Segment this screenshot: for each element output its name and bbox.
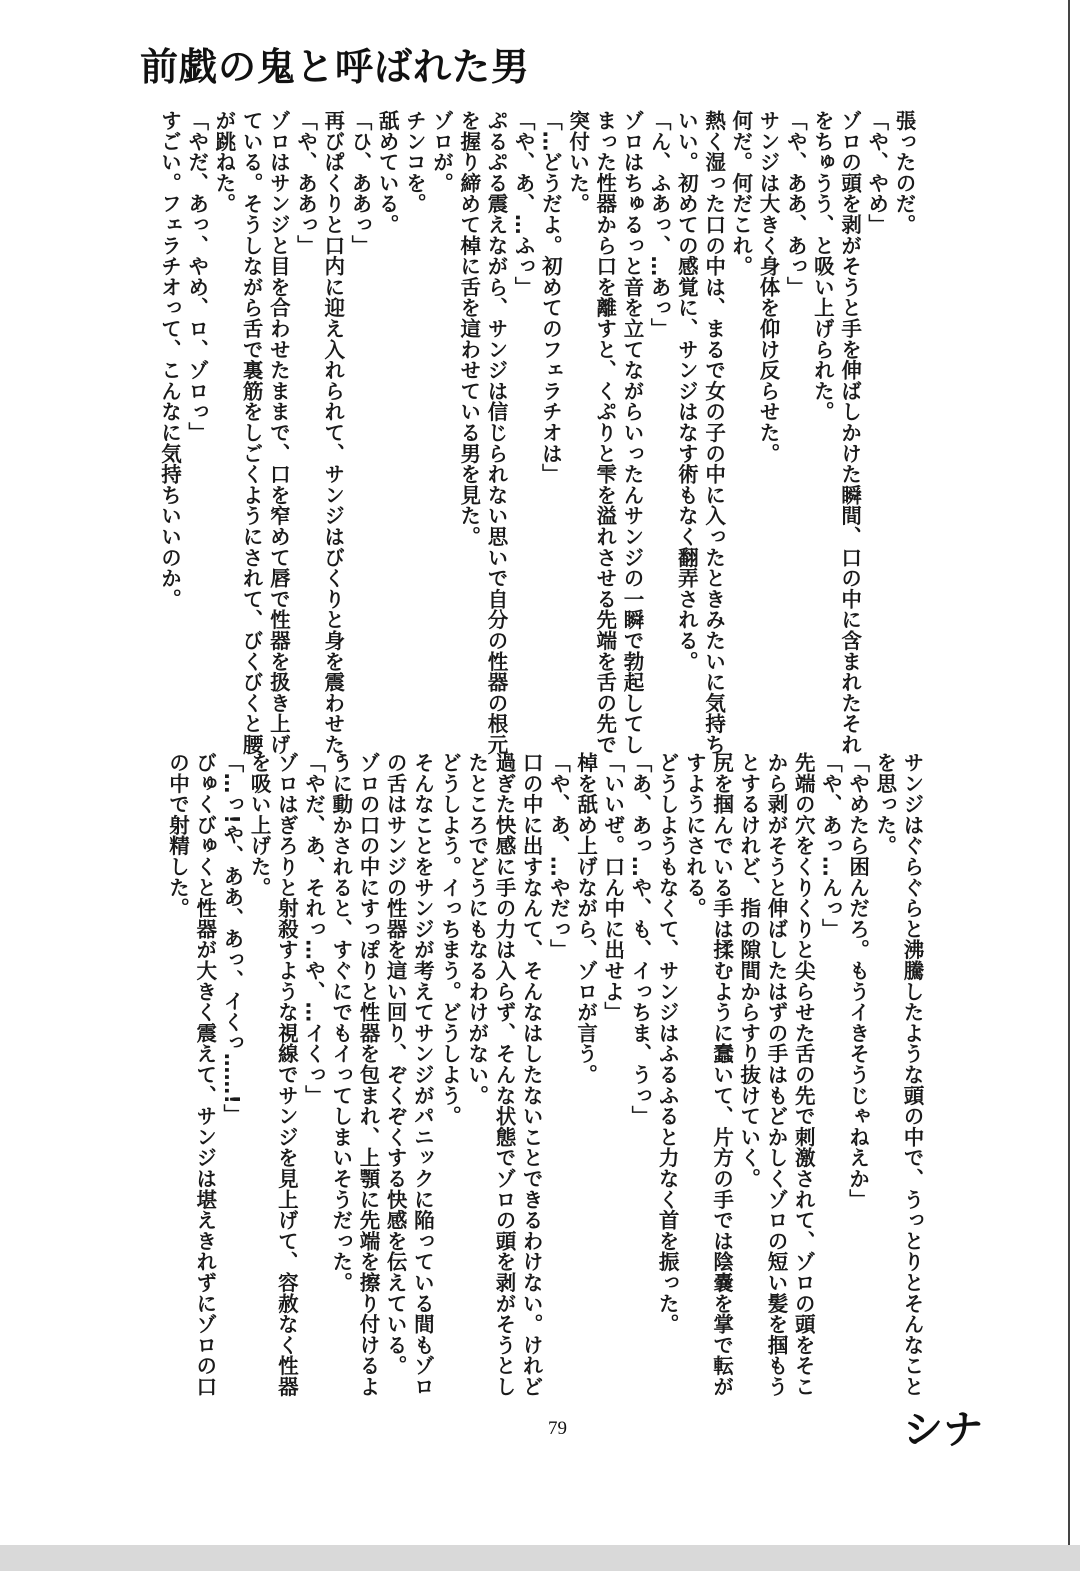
author-name: シナ — [903, 1407, 983, 1453]
bottom-text-block — [163, 752, 925, 1412]
text-column: から剥がそうと伸ばしたはずの手はもどかしくゾロの短い髪を掴もう — [763, 752, 788, 1397]
top-text-block — [155, 110, 917, 776]
text-column: 「や、ああっ」 — [293, 110, 318, 256]
text-column: いい。初めての感覚に、サンジはなす術もなく翻弄される。 — [674, 110, 699, 672]
text-column: ゾロはサンジと目を合わせたままで、口を窄めて唇で性器を扱き上げ — [266, 110, 291, 755]
text-column: ている。そうしながら舌で裏筋をしごくようにされて、びくびくと腰 — [239, 110, 264, 755]
text-column: 「ひ、ああっ」 — [347, 110, 372, 256]
text-column: 舐めている。 — [375, 110, 400, 235]
text-column: 尻を掴んでいる手は揉むように蠢いて、片方の手では陰嚢を掌で転が — [709, 752, 734, 1397]
text-column: が跳ねた。 — [211, 110, 236, 214]
text-column: すようにされる。 — [682, 752, 707, 919]
story-title: 前戯の鬼と呼ばれた男 — [140, 45, 531, 89]
text-column: びゅくびゅくと性器が大きく震えて、サンジは堪えきれずにゾロの口 — [192, 752, 217, 1397]
text-column: 「や、あ、…ふっ」 — [511, 110, 536, 298]
text-column: の中で射精した。 — [165, 752, 190, 919]
text-column: うに動かされると、すぐにでもイってしまいそうだった。 — [328, 752, 353, 1293]
text-column: 過ぎた快感に手の力は入らず、そんな状態でゾロの頭を剥がそうとし — [491, 752, 516, 1397]
page-number: 79 — [548, 1418, 567, 1439]
text-column: 「や、ああ、あっ」 — [783, 110, 808, 298]
text-column: 「や、やめ」 — [864, 110, 889, 235]
text-column: サンジは大きく身体を仰け反らせた。 — [755, 110, 780, 464]
text-column: を思った。 — [872, 752, 897, 856]
text-column: ゾロはぎろりと射殺すような視線でサンジを見上げて、容赦なく性器 — [274, 752, 299, 1397]
text-column: ゾロはちゅるっと音を立てながらいったんサンジの一瞬で勃起してし — [619, 110, 644, 755]
text-column: 「…っ!や、ああ、あっ、イくっ……!」 — [219, 752, 244, 1125]
text-column: ゾロが。 — [429, 110, 454, 194]
scan-bottom-margin — [0, 1545, 1080, 1571]
text-column: まった性器から口を離すと、くぷりと雫を溢れさせる先端を舌の先で — [592, 110, 617, 755]
text-column: チンコを。 — [402, 110, 427, 214]
text-column: とするけれど、指の隙間からすり抜けていく。 — [736, 752, 761, 1189]
text-column: 熱く湿った口の中は、まるで女の子の中に入ったときみたいに気持ち — [701, 110, 726, 755]
text-column: をちゅうう、と吸い上げられた。 — [810, 110, 835, 422]
text-column: を吸い上げた。 — [247, 752, 272, 898]
text-column: 張ったのだ。 — [892, 110, 916, 235]
text-column: たところでどうにもなるわけがない。 — [464, 752, 489, 1106]
text-column: 口の中に出すなんて、そんなはしたないことできるわけない。けれど — [519, 752, 544, 1397]
text-column: すごい。フェラチオって、こんなに気持ちいいのか。 — [157, 110, 182, 610]
text-column: どうしよう。イっちまう。どうしよう。 — [437, 752, 462, 1127]
text-column: 「や、あっ…んっ」 — [818, 752, 843, 940]
text-column: 突付いた。 — [565, 110, 590, 214]
text-column: 棹を舐め上げながら、ゾロが言う。 — [573, 752, 598, 1085]
text-column: 「あ、あっ…や、も、イっちま、うっ」 — [627, 752, 652, 1127]
text-column: 何だ。何だこれ。 — [728, 110, 753, 277]
text-column: を握り締めて棹に舌を這わせている男を見た。 — [456, 110, 481, 547]
text-column: 「…どうだよ。初めてのフェラチオは」 — [538, 110, 563, 485]
text-column: 「や、あ、…やだっ」 — [546, 752, 571, 960]
text-column: の舌はサンジの性器を這い回り、ぞくぞくする快感を伝えている。 — [383, 752, 408, 1376]
text-column: 「ん、ふあっ、…あっ」 — [647, 110, 672, 339]
text-column: 「やだ、あ、それっ…や、…イくっ」 — [301, 752, 326, 1106]
text-column: ぷるぷる震えながら、サンジは信じられない思いで自分の性器の根元 — [483, 110, 508, 755]
text-column: 先端の穴をくりくりと尖らせた舌の先で刺激されて、ゾロの頭をそこ — [791, 752, 816, 1397]
text-column: サンジはぐらぐらと沸騰したような頭の中で、うっとりとそんなこと — [900, 752, 924, 1397]
page-edge-line — [1068, 0, 1070, 1545]
text-column: 「いいぜ。口ん中に出せよ」 — [600, 752, 625, 1023]
text-column: ゾロの頭を剥がそうと手を伸ばしかけた瞬間、口の中に含まれたそれ — [837, 110, 862, 755]
text-column: そんなことをサンジが考えてサンジがパニックに陥っている間もゾロ — [410, 752, 435, 1397]
text-column: ゾロの口の中にすっぽりと性器を包まれ、上顎に先端を擦り付けるよ — [355, 752, 380, 1397]
text-column: 再びぱくりと口内に迎え入れられて、サンジはびくりと身を震わせた。 — [320, 110, 345, 776]
text-column: どうしようもなくて、サンジはふるふると力なく首を振った。 — [655, 752, 680, 1335]
text-column: 「やめたら困んだろ。もうイきそうじゃねえか」 — [845, 752, 870, 1210]
text-column: 「やだ、あっ、やめ、ロ、ゾロっ」 — [184, 110, 209, 443]
